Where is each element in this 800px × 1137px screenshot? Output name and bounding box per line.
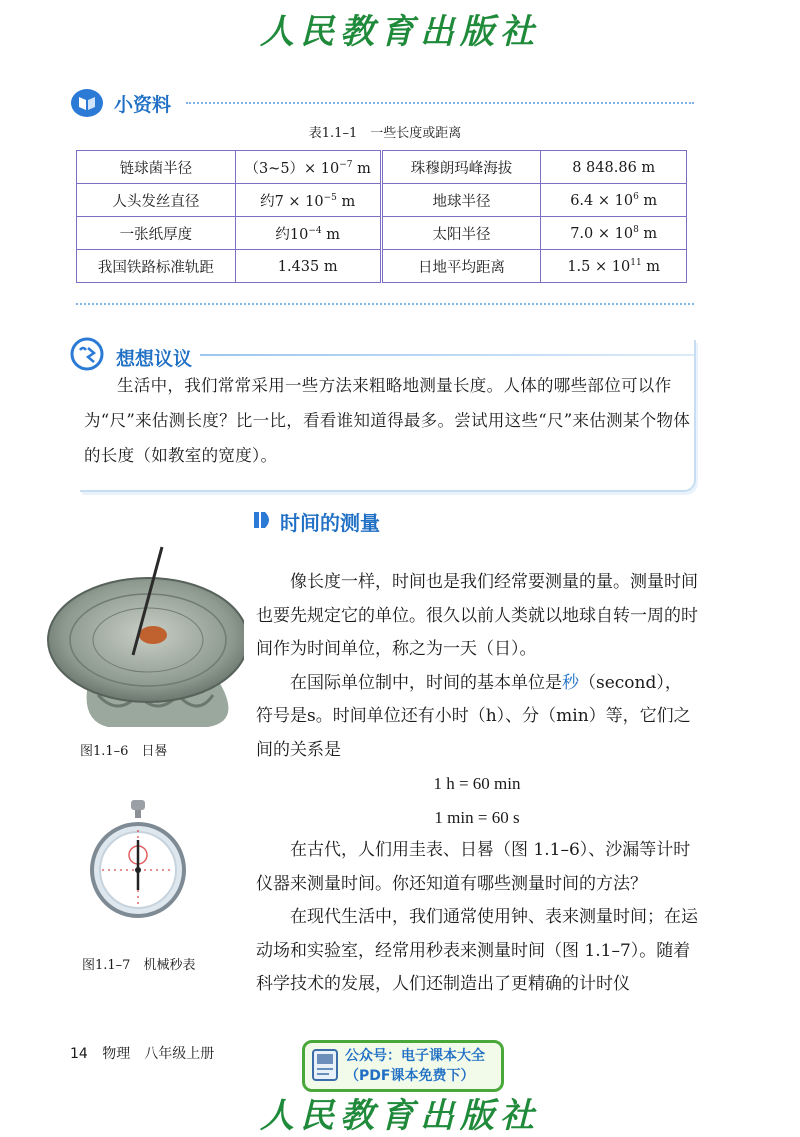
value-exponent: 11 xyxy=(630,257,642,268)
row-label: 人头发丝直径 xyxy=(112,193,200,210)
book-stamp-icon xyxy=(311,1048,339,1082)
stamp-line-1: 公众号：电子课本大全 xyxy=(345,1048,485,1064)
thinking-face-icon xyxy=(70,337,104,371)
row-label: 日地平均距离 xyxy=(417,259,505,276)
paragraph-4: 在现代生活中，我们通常使用钟、表来测量时间；在运动场和实验室，经常用秒表来测量时间（图 1.1–7）。随着科学技术的发展，人们还制造出了更精确的计时仪 xyxy=(256,907,698,994)
think-paragraph xyxy=(84,368,694,473)
table-cell xyxy=(381,250,541,283)
table-row xyxy=(77,217,687,250)
row-value: 1.5 × 10 xyxy=(567,258,631,275)
value-exponent: 8 xyxy=(633,224,639,235)
table-cell xyxy=(77,151,236,184)
p2-after: （second），符号是s。时间单位还有小时（h）、分（min）等，它们之间的关系是 xyxy=(256,672,691,760)
row-label: 一张纸厚度 xyxy=(119,226,193,243)
value-unit: m xyxy=(336,193,356,210)
value-exponent: 6 xyxy=(633,191,639,202)
row-label: 我国铁路标准轨距 xyxy=(97,259,214,276)
page-footer xyxy=(70,1043,214,1063)
table-caption: 表1.1–1 一些长度或距离 xyxy=(308,126,462,141)
table-cell xyxy=(235,217,381,250)
publisher-logo-top: 人民教育出版社 xyxy=(260,12,540,52)
figure-caption-stopwatch: 图1.1–7 机械秒表 xyxy=(82,958,196,973)
value-exponent: −5 xyxy=(323,192,337,203)
section-title: 时间的测量 xyxy=(280,511,380,535)
row-value: 7.0 × 10 xyxy=(570,225,634,242)
info-book-icon xyxy=(70,88,104,118)
page-number: 14 xyxy=(70,1046,88,1062)
table-cell xyxy=(541,250,687,283)
value-unit: m xyxy=(638,192,658,209)
value-unit: m xyxy=(352,160,371,177)
sidebar-heading: 小资料 xyxy=(114,94,172,116)
heading-dotted-rule xyxy=(186,102,694,104)
book-title: 物理 八年级上册 xyxy=(102,1046,215,1062)
row-value: 6.4 × 10 xyxy=(570,192,634,209)
think-heading: 想想议议 xyxy=(116,348,193,370)
row-label: 珠穆朗玛峰海拔 xyxy=(410,160,513,177)
table-row xyxy=(77,184,687,217)
table-cell xyxy=(235,151,381,184)
row-value: 8 848.86 m xyxy=(572,159,656,176)
sidebar-bottom-rule xyxy=(76,303,694,305)
p2-before: 在国际单位制中，时间的基本单位是 xyxy=(290,672,562,693)
table-cell xyxy=(541,217,687,250)
table-cell xyxy=(381,184,541,217)
stamp-line-2: （PDF课本免费下） xyxy=(345,1068,475,1084)
row-value: 约10 xyxy=(275,226,309,243)
table-cell xyxy=(541,151,687,184)
term-second: 秒 xyxy=(562,672,579,693)
value-exponent: −7 xyxy=(339,159,353,170)
paragraph-2 xyxy=(256,667,698,768)
wechat-stamp xyxy=(302,1040,504,1092)
value-unit: m xyxy=(321,226,340,243)
length-distance-table xyxy=(76,150,687,283)
row-label: 链球菌半径 xyxy=(119,160,193,177)
table-row xyxy=(77,151,687,184)
table-cell xyxy=(77,250,236,283)
row-value: 1.435 m xyxy=(277,258,338,275)
paragraph-3: 在古代，人们用圭表、日晷（图 1.1–6）、沙漏等计时仪器来测量时间。你还知道有哪些测量时间的方法？ xyxy=(256,840,691,894)
stopwatch-illustration xyxy=(88,800,188,925)
formula-hour: 1 h = 60 min xyxy=(433,774,521,793)
body-text xyxy=(256,566,698,1002)
table-row xyxy=(77,250,687,283)
row-label: 地球半径 xyxy=(432,193,491,210)
sundial-illustration xyxy=(38,545,244,735)
row-value: （3~5）× 10 xyxy=(244,160,340,177)
row-value: 约7 × 10 xyxy=(260,193,324,210)
table-cell xyxy=(381,151,541,184)
table-cell xyxy=(381,217,541,250)
table-cell xyxy=(235,184,381,217)
value-unit: m xyxy=(638,225,658,242)
think-text: 生活中，我们常常采用一些方法来粗略地测量长度。人体的哪些部位可以作为“尺”来估测长度？比一比，看看谁知道得最多。尝试用这些“尺”来估测某个物体的长度（如教室的宽度）。 xyxy=(84,376,691,465)
paragraph-1: 像长度一样，时间也是我们经常要测量的量。测量时间也要先规定它的单位。很久以前人类就以地球自转一周的时间作为时间单位，称之为一天（日）。 xyxy=(256,572,698,659)
table-cell xyxy=(77,184,236,217)
formula-minute: 1 min = 60 s xyxy=(434,807,520,827)
figure-caption-sundial: 图1.1–6 日晷 xyxy=(80,744,168,759)
publisher-logo-bottom: 人民教育出版社 xyxy=(260,1096,540,1136)
table-cell xyxy=(77,217,236,250)
section-marker-icon xyxy=(254,510,274,530)
row-label: 太阳半径 xyxy=(432,226,491,243)
think-heading-rule xyxy=(200,354,694,356)
value-unit: m xyxy=(641,258,661,275)
value-exponent: −4 xyxy=(308,225,322,236)
table-cell xyxy=(235,250,381,283)
table-cell xyxy=(541,184,687,217)
